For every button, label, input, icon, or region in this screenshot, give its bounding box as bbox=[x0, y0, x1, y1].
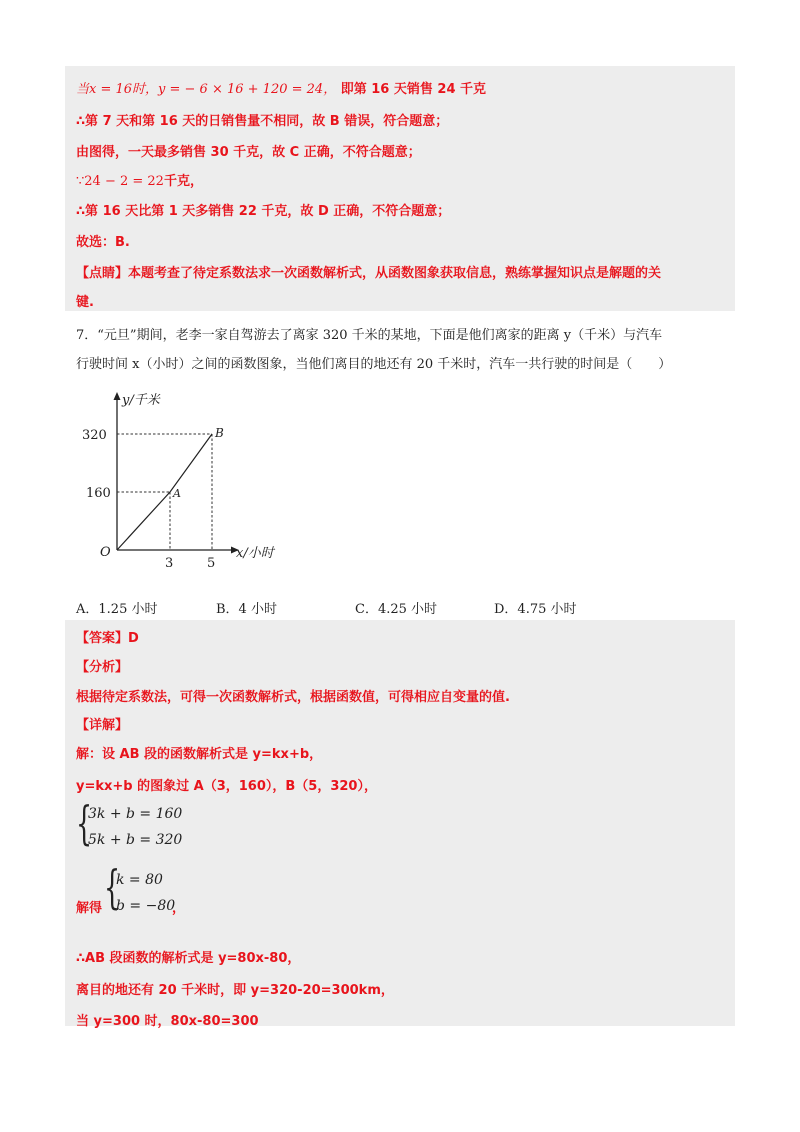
detail-line-5: 当 y=300 时，80x-80=300 bbox=[76, 1014, 259, 1029]
analysis-text: 根据待定系数法，可得一次函数解析式，根据函数值，可得相应自变量的值. bbox=[76, 690, 510, 705]
equation-system-2 bbox=[104, 860, 224, 920]
solution-line-5: ∴第 16 天比第 1 天多销售 22 千克，故 D 正确，不符合题意； bbox=[76, 204, 451, 219]
analysis-heading: 【分析】 bbox=[76, 660, 129, 675]
point-a-label: A bbox=[173, 487, 181, 500]
solution-line-1-text: 即第 16 天销售 24 千克 bbox=[340, 82, 487, 97]
equation-3: k = 80 bbox=[116, 872, 163, 888]
equation-2: 5k + b = 320 bbox=[88, 832, 183, 848]
solution-line-3: 由图得，一天最多销售 30 千克，故 C 正确，不符合题意； bbox=[76, 145, 421, 160]
solution-line-6: 故选：B. bbox=[76, 235, 130, 250]
x-axis-label: x/小时 bbox=[236, 546, 274, 561]
solution-line-4-math: ∵24 − 2 = 22 bbox=[76, 174, 164, 189]
brace-icon: { bbox=[76, 796, 93, 850]
question-text-line-1: 7．“元旦”期间，老李一家自驾游去了离家 320 千米的某地，下面是他们离家的距离 y（千米）与汽车 bbox=[76, 328, 663, 343]
solution-line-4 bbox=[76, 170, 203, 189]
solve-prefix: 解得 bbox=[76, 901, 103, 916]
equation-system-1 bbox=[76, 796, 216, 856]
detail-line-4: 离目的地还有 20 千米时，即 y=320-20=300km， bbox=[76, 983, 394, 998]
y-axis-label: y/千米 bbox=[122, 393, 160, 408]
comment-line-b: 键. bbox=[76, 295, 94, 310]
tick-label-320: 320 bbox=[82, 428, 107, 443]
solution-line-1-math: 当x = 16时，y = − 6 × 16 + 120 = 24， bbox=[76, 82, 337, 97]
tick-label-3: 3 bbox=[165, 556, 174, 571]
solve-suffix: ， bbox=[172, 901, 186, 916]
question-text-line-2: 行驶时间 x（小时）之间的函数图象，当他们离目的地还有 20 千米时，汽车一共行驶的时间是（ ） bbox=[76, 357, 672, 372]
detail-line-3: ∴AB 段函数的解析式是 y=80x-80， bbox=[76, 951, 301, 966]
detail-line-2: y=kx+b 的图象过 A（3，160），B（5，320）， bbox=[76, 779, 377, 794]
distance-time-graph bbox=[80, 390, 310, 580]
option-b: B．4 小时 bbox=[216, 602, 277, 617]
solution-line-1 bbox=[76, 78, 486, 97]
answer-line: 【答案】D bbox=[76, 631, 139, 646]
detail-line-1: 解：设 AB 段的函数解析式是 y=kx+b， bbox=[76, 747, 323, 762]
brace-icon-2: { bbox=[104, 860, 121, 914]
option-a: A．1.25 小时 bbox=[76, 602, 158, 617]
comment-line-a: 【点睛】本题考查了待定系数法求一次函数解析式，从函数图象获取信息，熟练掌握知识点是解题的关 bbox=[76, 266, 662, 281]
y-axis-arrow bbox=[114, 392, 121, 400]
point-b-label: B bbox=[215, 426, 224, 440]
origin-label: O bbox=[100, 545, 111, 560]
option-d: D．4.75 小时 bbox=[494, 602, 577, 617]
solution-line-4-text: 千克， bbox=[163, 174, 203, 189]
option-c: C．4.25 小时 bbox=[355, 602, 438, 617]
tick-label-160: 160 bbox=[86, 486, 111, 501]
detail-heading: 【详解】 bbox=[76, 718, 129, 733]
equation-4: b = −80 bbox=[116, 898, 176, 914]
equation-1: 3k + b = 160 bbox=[88, 806, 183, 822]
solution-line-2: ∴第 7 天和第 16 天的日销售量不相同，故 B 错误，符合题意； bbox=[76, 114, 449, 129]
tick-label-5: 5 bbox=[207, 556, 216, 571]
